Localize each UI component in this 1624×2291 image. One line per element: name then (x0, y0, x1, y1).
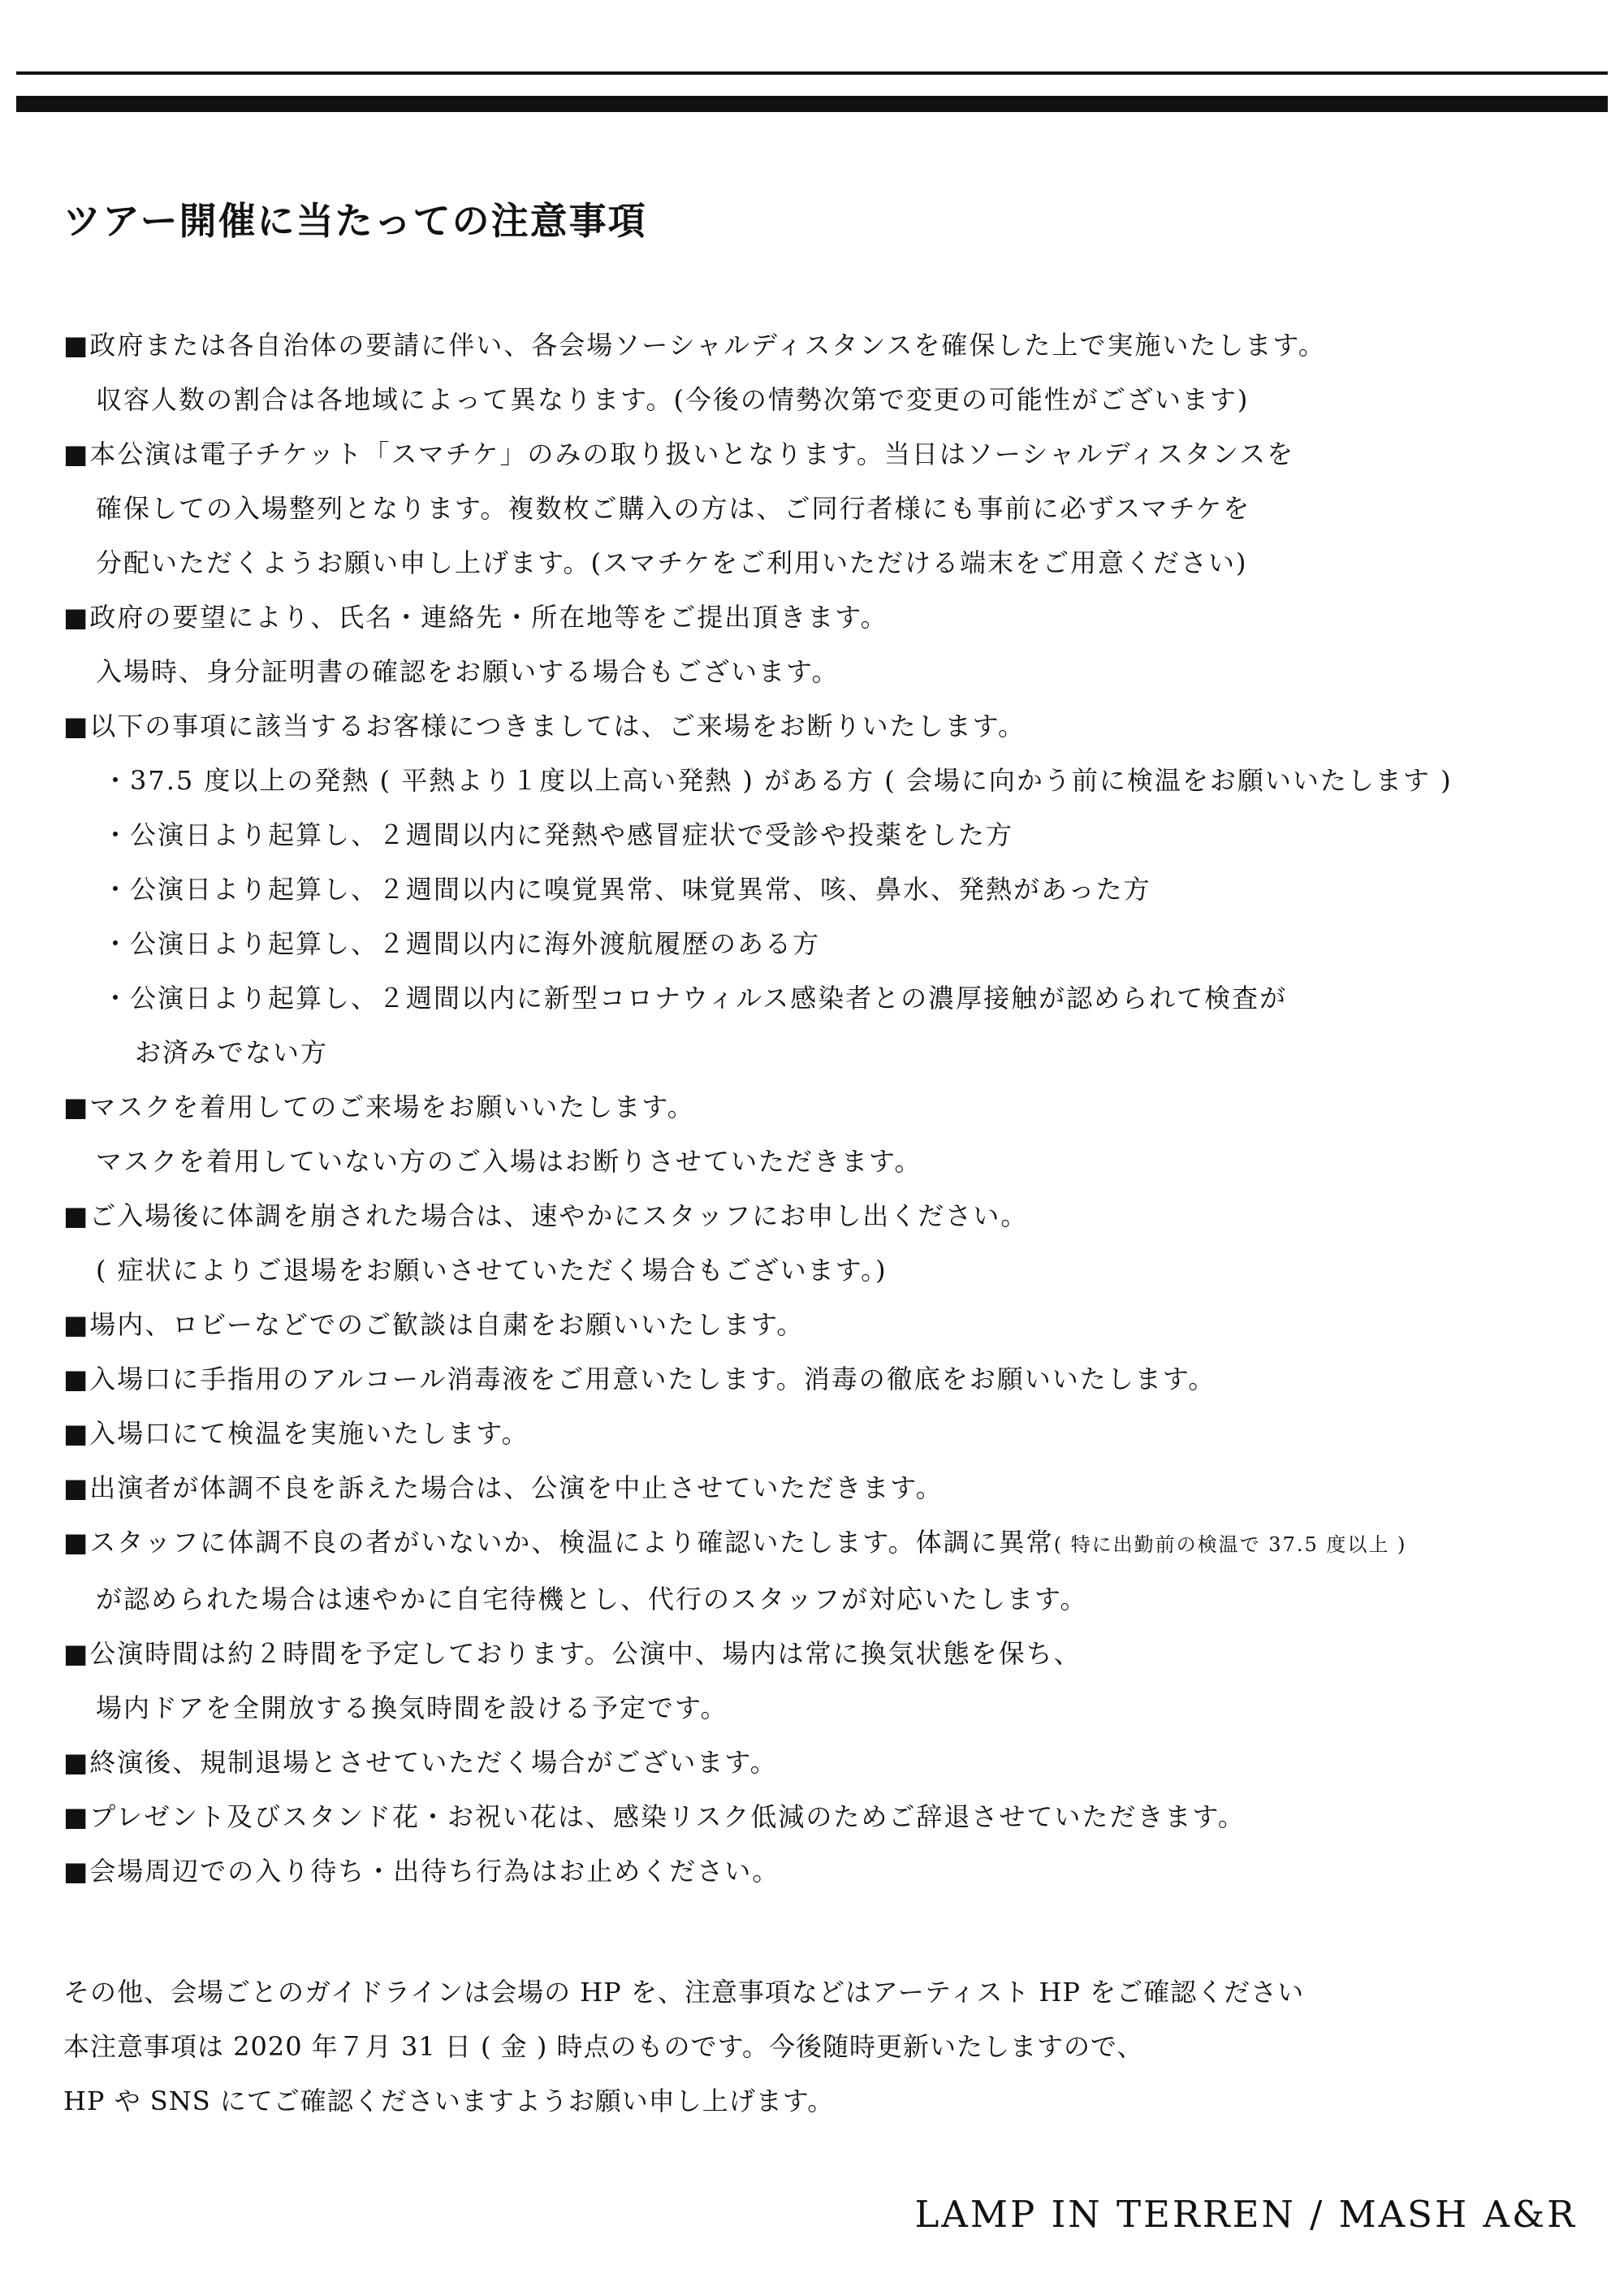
notice-line: ( 症状によりご退場をお願いさせていただく場合もございます。) (96, 1255, 888, 1286)
notice-line: お済みでない方 (135, 1037, 329, 1068)
notice-line: ■政府または各自治体の要請に伴い、各会場ソーシャルディスタンスを確保した上で実施いたします。 (63, 330, 1326, 361)
notice-gifts-flowers (63, 1790, 1606, 1844)
refusal-condition-item: ・公演日より起算し、２週間以内に海外渡航履歴のある方 (102, 928, 821, 959)
notice-line: ■本公演は電子チケット「スマチケ」のみの取り扱いとなります。当日はソーシャルディスタンスを (63, 439, 1295, 469)
notice-line: ■場内、ロビーなどでのご歓談は自粛をお願いいたします。 (63, 1309, 805, 1340)
notice-disinfectant (63, 1352, 1606, 1407)
notice-seating (63, 318, 1606, 427)
notice-small-note: ( 特に出勤前の検温で 37.5 度以上 ) (1053, 1533, 1407, 1556)
notice-line: ■会場周辺での入り待ち・出待ち行為はお止めください。 (63, 1856, 780, 1887)
notice-line: 収容人数の割合は各地域によって異なります。(今後の情勢次第で変更の可能性がございます) (96, 384, 1250, 415)
notice-line: 確保しての入場整列となります。複数枚ご購入の方は、ご同行者様にも事前に必ずスマチケを (96, 493, 1251, 524)
notice-line: ■マスクを着用してのご来場をお願いいたします。 (63, 1091, 695, 1122)
notice-line: 場内ドアを全開放する換気時間を設ける予定です。 (96, 1692, 728, 1723)
footer-credit: LAMP IN TERREN / MASH A&R (914, 2193, 1577, 2236)
notice-line: ■政府の要望により、氏名・連絡先・所在地等をご提出頂きます。 (63, 602, 888, 633)
closing-line: HP や SNS にてご確認くださいますようお願い申し上げます。 (63, 2086, 835, 2116)
refusal-condition-item: ・37.5 度以上の発熱 ( 平熱より１度以上高い発熱 ) がある方 ( 会場に向かう前に検温をお願いいたします ) (102, 765, 1453, 796)
notice-duration-ventilation (63, 1627, 1606, 1736)
notice-line: ■ご入場後に体調を崩された場合は、速やかにスタッフにお申し出ください。 (63, 1200, 1029, 1231)
notice-line (63, 1515, 1606, 1572)
page-title: ツアー開催に当たっての注意事項 (63, 199, 647, 243)
top-rule-thick (16, 96, 1608, 112)
notice-e-ticket (63, 427, 1606, 590)
notice-temperature-check (63, 1407, 1606, 1461)
notice-line: ■以下の事項に該当するお客様につきましては、ご来場をお断りいたします。 (63, 711, 1026, 741)
notice-line: ■公演時間は約２時間を予定しております。公演中、場内は常に換気状態を保ち、 (63, 1638, 1082, 1669)
refusal-condition-item: ・公演日より起算し、２週間以内に発熱や感冒症状で受診や投薬をした方 (102, 819, 1014, 850)
notice-staggered-exit (63, 1736, 1606, 1790)
notice-staff-health (63, 1515, 1606, 1627)
notice-waiting (63, 1844, 1606, 1899)
notice-list (63, 318, 1606, 1899)
notice-line: ■入場口に手指用のアルコール消毒液をご用意いたします。消毒の徹底をお願いいたします。 (63, 1364, 1216, 1394)
notice-feeling-unwell (63, 1189, 1606, 1298)
notice-line: ・公演日より起算し、２週間以内に新型コロナウィルス感染者との濃厚接触が認められて検査が (102, 983, 1288, 1014)
notice-line: ■入場口にて検温を実施いたします。 (63, 1418, 529, 1449)
notice-line: 分配いただくようお願い申し上げます。(スマチケをご利用いただける端末をご用意ください) (96, 547, 1248, 578)
notice-line: 入場時、身分証明書の確認をお願いする場合もございます。 (96, 656, 840, 687)
notice-line: が認められた場合は速やかに自宅待機とし、代行のスタッフが対応いたします。 (96, 1584, 1088, 1615)
notice-line: マスクを着用していない方のご入場はお断りさせていただきます。 (96, 1146, 922, 1177)
notice-contact-info (63, 590, 1606, 699)
closing-line: その他、会場ごとのガイドラインは会場の HP を、注意事項などはアーティスト HP をご確認ください (63, 1977, 1305, 2008)
notice-mask (63, 1080, 1606, 1189)
refusal-conditions-list (63, 754, 1606, 1080)
notice-line: ■終演後、規制退場とさせていただく場合がございます。 (63, 1747, 778, 1778)
notice-conversation (63, 1298, 1606, 1352)
notice-text: ■スタッフに体調不良の者がいないか、検温により確認いたします。体調に異常 (63, 1527, 1054, 1558)
refusal-condition-item: ・公演日より起算し、２週間以内に嗅覚異常、味覚異常、咳、鼻水、発熱があった方 (102, 874, 1151, 905)
top-rule-thin (16, 71, 1608, 75)
closing-line: 本注意事項は 2020 年７月 31 日 ( 金 ) 時点のものです。今後随時更新いたしますので、 (63, 2031, 1144, 2062)
notice-line: ■出演者が体調不良を訴えた場合は、公演を中止させていただきます。 (63, 1472, 944, 1503)
notice-performer-illness (63, 1461, 1606, 1515)
closing-paragraph (63, 1965, 1606, 2129)
refusal-condition-item (63, 971, 1606, 1080)
notice-entry-refusal (63, 699, 1606, 1080)
notice-line: ■プレゼント及びスタンド花・お祝い花は、感染リスク低減のためご辞退させていただきます。 (63, 1801, 1246, 1832)
